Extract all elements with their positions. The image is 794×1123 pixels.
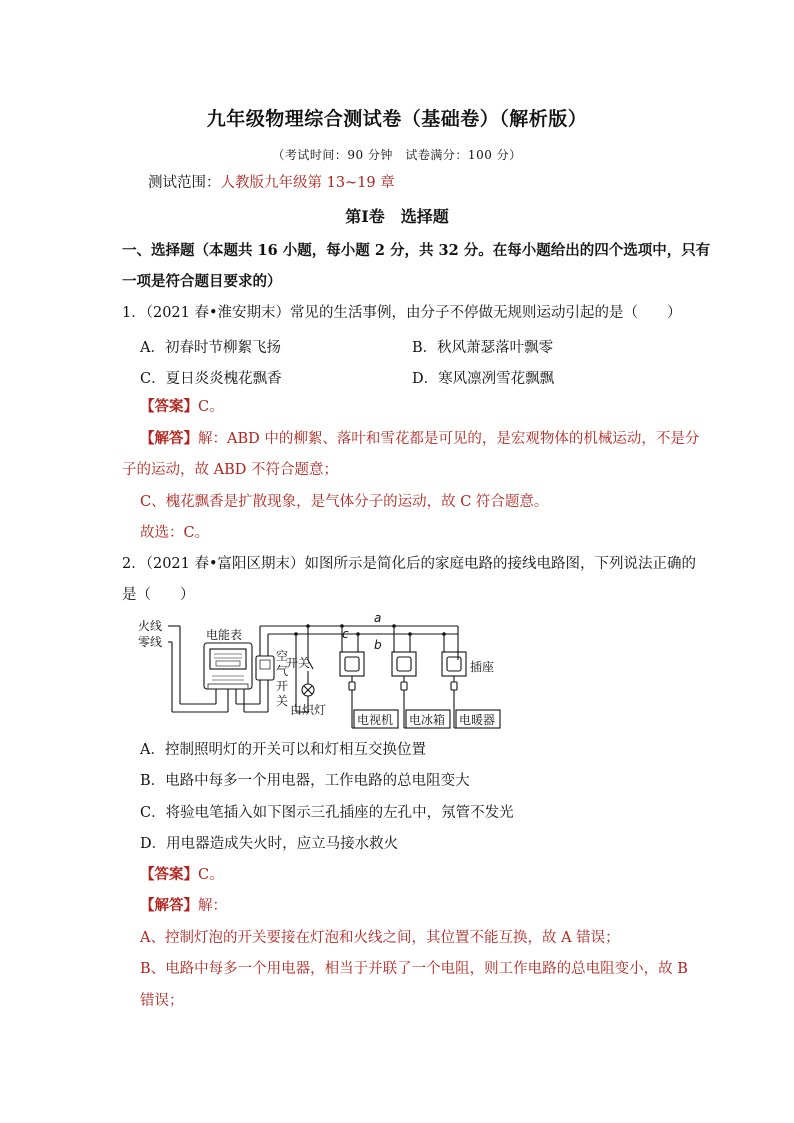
q2-analysis-intro: 解： (198, 898, 227, 914)
label-air-switch-3: 开 (276, 679, 289, 693)
q2-stem-1: 2．（2021 春•富阳区期末）如图所示是简化后的家庭电路的接线电路图，下列说法正确的 (122, 556, 697, 572)
q2-answer (140, 865, 224, 885)
q1-choice: 故选：C。 (140, 525, 210, 541)
q2-analysis-b2: 错误； (140, 993, 184, 1009)
scope-value: 人教版九年级第 13~19 章 (220, 175, 395, 191)
label-socket: 插座 (470, 660, 495, 674)
instructions-line-2: 一项是符合题目要求的） (122, 273, 282, 290)
label-live-wire: 火线 (138, 619, 163, 633)
label-b: b (374, 638, 382, 652)
label-a: a (374, 611, 382, 625)
section-heading: 第Ⅰ卷 选择题 (345, 207, 449, 226)
q1-analysis-text-1: 解：ABD 中的柳絮、落叶和雪花都是可见的，是宏观物体的机械运动，不是分 (198, 431, 700, 447)
q1-option-d: D．寒风凛冽雪花飘飘 (412, 371, 555, 387)
label-tv: 电视机 (357, 713, 394, 727)
label-air-switch-1: 空 (276, 649, 289, 663)
q2-analysis (140, 896, 227, 916)
q1-answer-value: C。 (198, 399, 224, 415)
label-neutral-wire: 零线 (138, 635, 163, 649)
label-switch: 开关 (286, 656, 311, 670)
q2-option-b: B．电路中每多一个用电器，工作电路的总电阻变大 (140, 773, 470, 789)
q1-option-a: A．初春时节柳絮飞扬 (140, 340, 281, 356)
label-fridge: 电冰箱 (409, 713, 446, 727)
q1-stem: 1．（2021 春•淮安期末）常见的生活事例，由分子不停做无规则运动引起的是（ ） (122, 305, 682, 321)
label-heater: 电暖器 (459, 713, 496, 727)
q2-analysis-tag: 【解答】 (140, 897, 198, 914)
q1-option-b: B．秋风萧瑟落叶飘零 (412, 340, 554, 356)
q2-answer-value: C。 (198, 867, 224, 883)
page-title: 九年级物理综合测试卷（基础卷）（解析版） (206, 108, 588, 130)
q1-answer (140, 397, 224, 417)
q2-analysis-b1: B、电路中每多一个用电器，相当于并联了一个电阻，则工作电路的总电阻变小，故 B (140, 961, 688, 977)
q1-analysis-3: C、槐花飘香是扩散现象，是气体分子的运动，故 C 符合题意。 (140, 494, 549, 510)
q1-analysis-2: 子的运动，故 ABD 不符合题意； (122, 462, 338, 478)
label-air-switch-2: 气 (276, 664, 289, 678)
q2-stem-2: 是（ ） (122, 587, 195, 603)
label-meter: 电能表 (206, 628, 243, 642)
q1-analysis-1 (140, 429, 699, 449)
scope-label: 测试范围： (148, 175, 221, 191)
q2-option-a: A．控制照明灯的开关可以和灯相互交换位置 (140, 742, 426, 758)
instructions-line-1: 一、选择题（本题共 16 小题，每小题 2 分，共 32 分。在每小题给出的四个选项中，只有 (122, 242, 711, 259)
q1-answer-tag: 【答案】 (140, 398, 198, 415)
label-air-switch-4: 关 (276, 694, 289, 708)
q2-answer-tag: 【答案】 (140, 866, 198, 883)
label-c: c (342, 627, 349, 641)
q2-option-d: D．用电器造成失火时，应立马接水救火 (140, 836, 399, 852)
q1-option-c: C．夏日炎炎槐花飘香 (140, 371, 282, 387)
q1-analysis-tag: 【解答】 (140, 430, 198, 447)
q2-option-c: C．将验电笔插入如下图示三孔插座的左孔中，氖管不发光 (140, 805, 514, 821)
q2-analysis-a: A、控制灯泡的开关要接在灯泡和火线之间，其位置不能互换，故 A 错误； (140, 930, 620, 946)
label-lamp: 白炽灯 (290, 703, 327, 717)
circuit-diagram (136, 608, 516, 733)
test-scope (148, 173, 395, 193)
exam-info: （考试时间：90 分钟 试卷满分：100 分） (272, 148, 522, 162)
